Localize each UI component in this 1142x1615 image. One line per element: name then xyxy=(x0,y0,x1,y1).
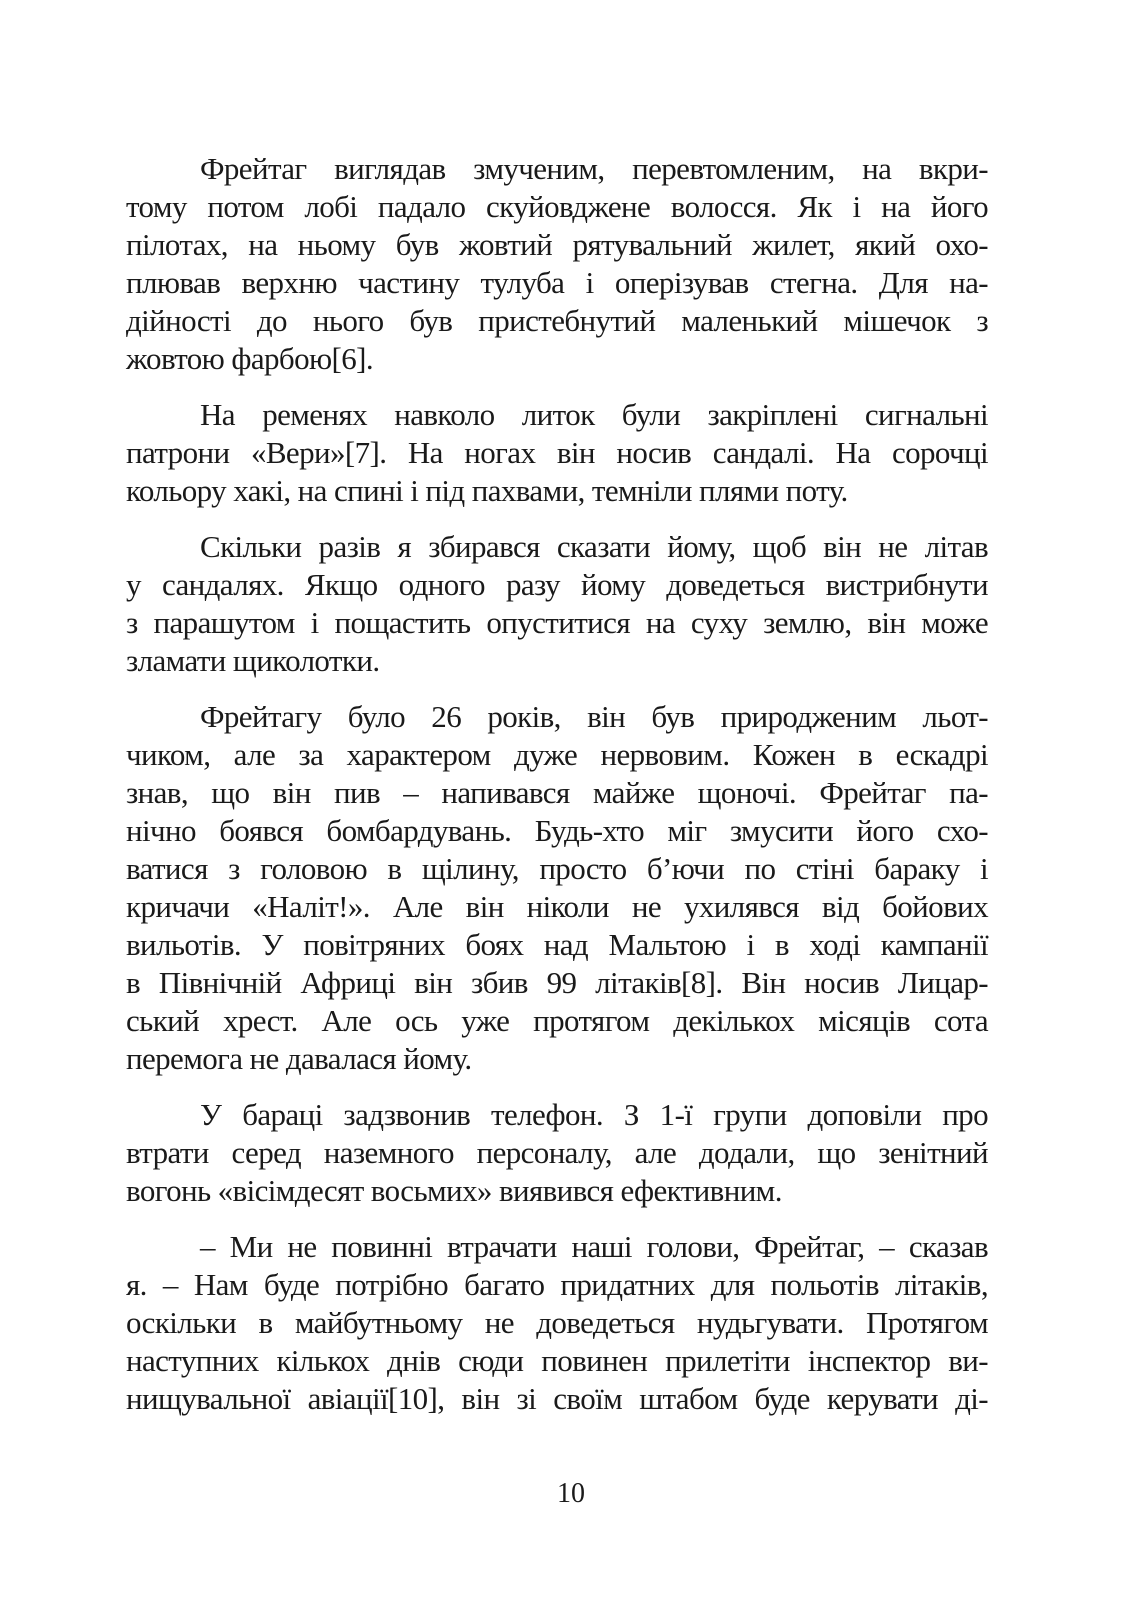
text-line: Скільки разів я збирався сказати йому, щоб він не літав xyxy=(200,529,988,564)
text-line: жовтою фарбою[6]. xyxy=(126,341,374,376)
text-line: Фрейтагу було 26 років, він був природженим льот- xyxy=(200,699,988,734)
text-line: дійності до нього був пристебнутий маленький мішечок з xyxy=(126,303,988,338)
text-line: у сандалях. Якщо одного разу йому доведеться вистрибнути xyxy=(126,567,988,602)
text-line: нічно боявся бомбардувань. Будь-хто міг змусити його схо- xyxy=(126,813,988,848)
text-line: пілотах, на ньому був жовтий рятувальний жилет, який охо- xyxy=(126,227,988,262)
text-line: в Північній Африці він збив 99 літаків[8]. Він носив Лицар- xyxy=(126,965,988,1000)
text-line: ватися з головою в щілину, просто б’ючи по стіні бараку і xyxy=(126,851,988,886)
page-number: 10 xyxy=(557,1478,585,1509)
text-line: Фрейтаг виглядав змученим, перевтомленим, на вкри- xyxy=(200,151,988,186)
text-line: кольору хакі, на спині і під пахвами, темніли плями поту. xyxy=(126,473,848,508)
text-line: патрони «Вери»[7]. На ногах він носив сандалі. На сорочці xyxy=(126,435,988,470)
text-line: – Ми не повинні втрачати наші голови, Фрейтаг, – сказав xyxy=(200,1229,988,1264)
text-line: плював верхню частину тулуба і оперізував стегна. Для на- xyxy=(126,265,988,300)
text-line: кричачи «Наліт!». Але він ніколи не ухилявся від бойових xyxy=(126,889,988,924)
text-line: перемога не давалася йому. xyxy=(126,1041,472,1076)
text-line: чиком, але за характером дуже нервовим. Кожен в ескадрі xyxy=(126,737,988,772)
text-line: нищувальної авіації[10], він зі своїм штабом буде керувати ді- xyxy=(126,1381,988,1416)
text-line: вильотів. У повітряних боях над Мальтою і в ході кампанії xyxy=(126,927,988,962)
text-line: вогонь «вісімдесят восьмих» виявився ефективним. xyxy=(126,1173,782,1208)
text-line: У бараці задзвонив телефон. З 1-ї групи доповіли про xyxy=(200,1097,988,1132)
text-line: наступних кількох днів сюди повинен прилетіти інспектор ви- xyxy=(126,1343,988,1378)
text-line: ський хрест. Але ось уже протягом декількох місяців сота xyxy=(126,1003,988,1038)
text-line: втрати серед наземного персоналу, але додали, що зенітний xyxy=(126,1135,988,1170)
document-page xyxy=(126,132,988,1434)
text-line: зламати щиколотки. xyxy=(126,643,380,678)
text-line: тому потом лобі падало скуйовджене волосся. Як і на його xyxy=(126,189,988,224)
text-line: На ременях навколо литок були закріплені сигнальні xyxy=(200,397,988,432)
text-line: з парашутом і пощастить опуститися на суху землю, він може xyxy=(126,605,988,640)
text-line: я. – Нам буде потрібно багато придатних для польотів літаків, xyxy=(126,1267,988,1302)
text-line: оскільки в майбутньому не доведеться нудьгувати. Протягом xyxy=(126,1305,988,1340)
text-line: знав, що він пив – напивався майже щоночі. Фрейтаг па- xyxy=(126,775,988,810)
